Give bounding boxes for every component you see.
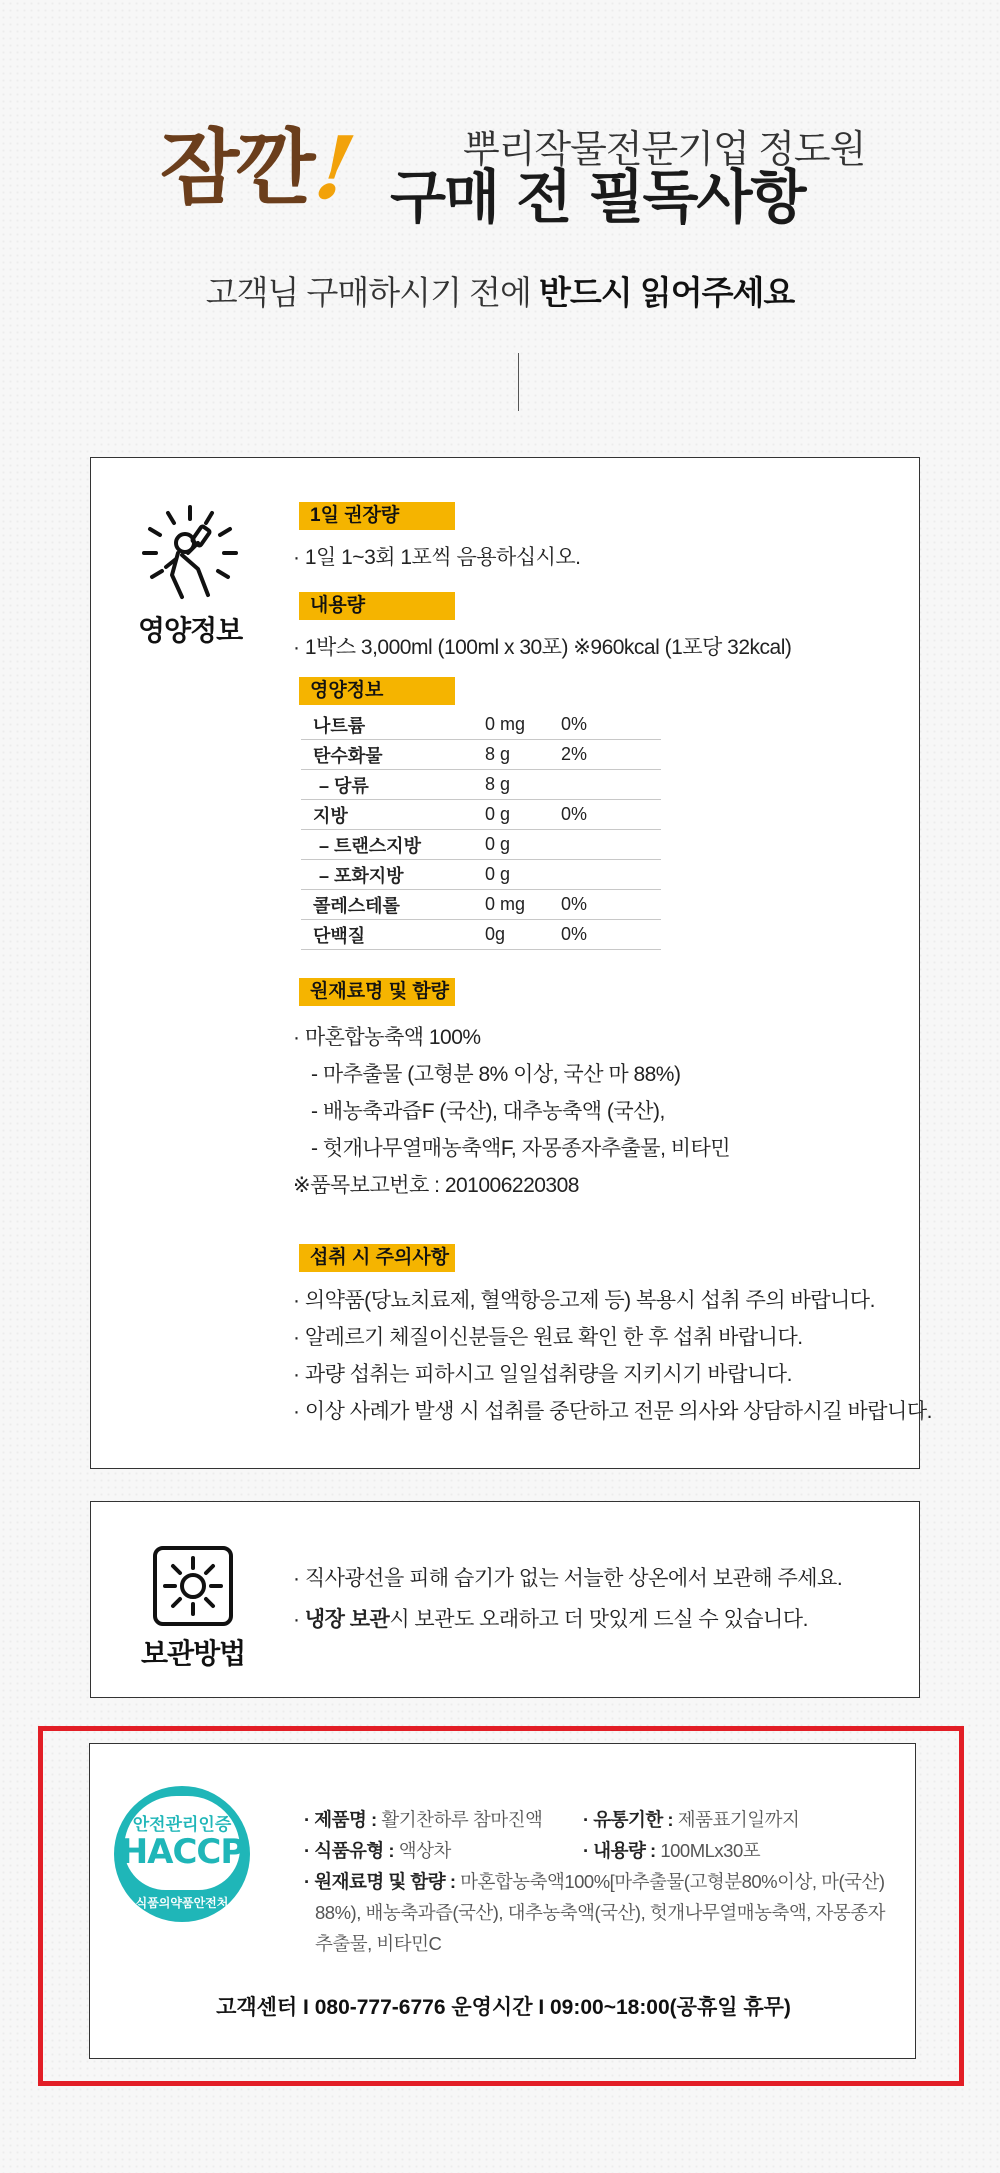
exclamation-mark: ! xyxy=(308,118,361,219)
nutrient-percent xyxy=(561,770,661,800)
page-title: 구매 전 필독사항 xyxy=(390,163,805,231)
nutrient-percent: 0% xyxy=(561,710,661,740)
nutrient-name: 나트륨 xyxy=(301,710,485,740)
divider-line xyxy=(518,353,519,411)
person-drinking-icon xyxy=(138,503,242,603)
volume-value: 100MLx30포 xyxy=(660,1840,761,1861)
nutrient-amount: 0 g xyxy=(485,830,561,860)
expiry-row xyxy=(583,1806,799,1832)
caution-line: · 의약품(당뇨치료제, 혈액항응고제 등) 복용시 섭취 주의 바랍니다. xyxy=(293,1289,875,1312)
nutrient-name: – 포화지방 xyxy=(301,860,485,890)
caution-line: · 과량 섭취는 피하시고 일일섭취량을 지키시기 바랍니다. xyxy=(293,1363,792,1386)
nutrient-percent: 2% xyxy=(561,740,661,770)
volume-tag: 내용량 xyxy=(299,592,455,620)
nutrition-tag: 영양정보 xyxy=(299,677,455,705)
raw-material-label: · 원재료명 및 함량 : xyxy=(304,1871,456,1892)
storage-section-label: 보관방법 xyxy=(141,1638,246,1669)
nutrient-amount: 0 mg xyxy=(485,710,561,740)
storage-info-box xyxy=(90,1501,920,1698)
caution-line: · 이상 사례가 발생 시 섭취를 중단하고 전문 의사와 상담하시길 바랍니다. xyxy=(293,1400,932,1423)
nutrient-amount: 0 g xyxy=(485,800,561,830)
nutrition-table xyxy=(301,710,661,950)
nutrient-percent xyxy=(561,830,661,860)
storage-line-1: · 직사광선을 피해 습기가 없는 서늘한 상온에서 보관해 주세요. xyxy=(293,1567,843,1590)
nutrient-percent: 0% xyxy=(561,920,661,950)
product-name-row xyxy=(304,1806,542,1832)
nutrient-name: – 당류 xyxy=(301,770,485,800)
nutrient-name: 단백질 xyxy=(301,920,485,950)
nutrient-percent xyxy=(561,860,661,890)
nutrient-name: 콜레스테롤 xyxy=(301,890,485,920)
nutrition-info-box xyxy=(90,457,932,1469)
raw-material-cont-2: 추출물, 비타민C xyxy=(315,1933,442,1954)
ingredients-tag: 원재료명 및 함량 xyxy=(299,978,455,1006)
customer-center-info: 고객센터 I 080-777-6776 운영시간 I 09:00~18:00(공휴일 휴무) xyxy=(216,1996,791,2019)
table-row xyxy=(301,890,661,920)
storage-bullet: · xyxy=(293,1608,305,1631)
nutrient-percent: 0% xyxy=(561,800,661,830)
expiry-value: 제품표기일까지 xyxy=(677,1809,800,1830)
nutrient-amount: 8 g xyxy=(485,740,561,770)
table-row xyxy=(301,860,661,890)
haccp-bottom-text: 식품의약품안전처 xyxy=(135,1896,229,1910)
nutrient-amount: 0 g xyxy=(485,860,561,890)
food-type-value: 액상차 xyxy=(398,1840,451,1861)
expiry-label: · 유통기한 : xyxy=(583,1809,674,1830)
product-name-value: 활기찬하루 참마진액 xyxy=(381,1809,543,1830)
nutrient-amount: 0g xyxy=(485,920,561,950)
volume-line: · 1박스 3,000ml (100ml x 30포) ※960kcal (1포당 32kcal) xyxy=(293,636,792,659)
subtitle-plain: 고객님 구매하시기 전에 xyxy=(205,274,540,311)
nutrient-name: – 트랜스지방 xyxy=(301,830,485,860)
caution-line: · 알레르기 체질이신분들은 원료 확인 한 후 섭취 바랍니다. xyxy=(293,1326,803,1349)
volume-row xyxy=(583,1837,760,1863)
subtitle-bold: 반드시 읽어주세요 xyxy=(539,274,795,311)
dose-tag: 1일 권장량 xyxy=(299,502,455,530)
raw-material-cont-1: 88%), 배농축과즙(국산), 대추농축액(국산), 헛개나무열매농축액, 자몽종자 xyxy=(315,1902,885,1923)
volume-label: · 내용량 : xyxy=(583,1840,656,1861)
food-type-row xyxy=(304,1837,451,1863)
ingredients-line: - 배농축과즙F (국산), 대추농축액 (국산), xyxy=(311,1100,665,1123)
nutrient-name: 지방 xyxy=(301,800,485,830)
ingredients-line: - 헛개나무열매농축액F, 자몽종자추출물, 비타민 xyxy=(311,1137,731,1160)
ingredients-line: · 마혼합농축액 100% xyxy=(293,1026,481,1049)
table-row xyxy=(301,710,661,740)
table-row xyxy=(301,830,661,860)
nutrient-name: 탄수화물 xyxy=(301,740,485,770)
haccp-mark: HACCP xyxy=(119,1832,245,1872)
storage-line-2 xyxy=(293,1603,808,1633)
nutrient-amount: 0 mg xyxy=(485,890,561,920)
table-row xyxy=(301,800,661,830)
caution-tag: 섭취 시 주의사항 xyxy=(299,1244,455,1272)
nutrition-section-label: 영양정보 xyxy=(138,615,243,646)
raw-material-row xyxy=(304,1868,885,1894)
product-name-label: · 제품명 : xyxy=(304,1809,377,1830)
nutrient-percent: 0% xyxy=(561,890,661,920)
company-name: 뿌리작물전문기업 정도원 xyxy=(463,129,866,171)
product-info-box xyxy=(89,1743,916,2059)
nutrient-amount: 8 g xyxy=(485,770,561,800)
table-row xyxy=(301,770,661,800)
storage-line-rest: 시 보관도 오래하고 더 맛있게 드실 수 있습니다. xyxy=(389,1608,808,1631)
food-type-label: · 식품유형 : xyxy=(304,1840,395,1861)
storage-emphasis: 냉장 보관 xyxy=(304,1608,390,1631)
sun-box-icon xyxy=(151,1544,235,1628)
haccp-top-text: 안전관리인증 xyxy=(132,1815,232,1834)
table-row xyxy=(301,920,661,950)
ingredients-line: - 마추출물 (고형분 8% 이상, 국산 마 88%) xyxy=(311,1063,681,1086)
report-number: ※품목보고번호 : 201006220308 xyxy=(293,1174,579,1197)
raw-material-value: 마혼합농축액100%[마추출물(고형분80%이상, 마(국산) xyxy=(460,1871,885,1892)
table-row xyxy=(301,740,661,770)
page-subtitle xyxy=(0,267,1000,314)
haccp-badge xyxy=(114,1786,250,1922)
dose-line: · 1일 1~3회 1포씩 음용하십시오. xyxy=(293,546,581,569)
attention-word: 잠깐 xyxy=(160,121,313,216)
